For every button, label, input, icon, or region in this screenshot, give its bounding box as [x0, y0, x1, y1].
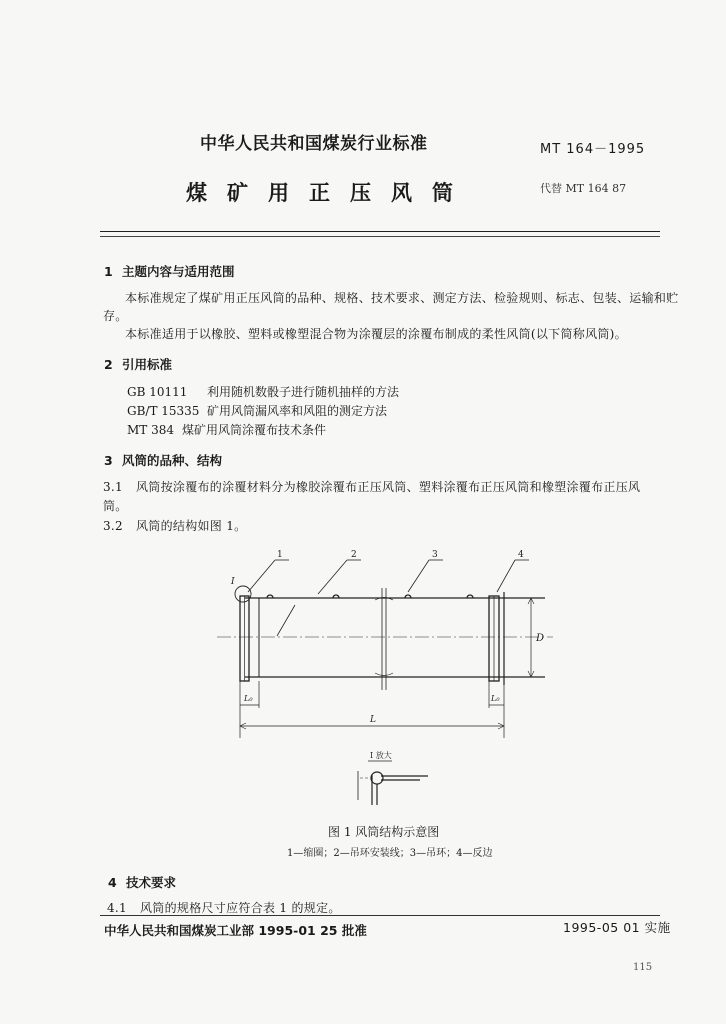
reference-item: [127, 421, 326, 438]
section-3-title: 风筒的品种、结构: [122, 453, 223, 468]
reference-title: 煤矿用风筒涂覆布技术条件: [182, 423, 327, 437]
detail-enlarged-drawing: [350, 745, 440, 810]
clause-4-1-text: 风筒的规格尺寸应符合表 1 的规定。: [140, 901, 341, 915]
clause-3-1-number: 3.1: [103, 480, 123, 494]
reference-title: 矿用风筒漏风率和风阻的测定方法: [207, 404, 388, 418]
section-1-number: 1: [104, 264, 113, 279]
reference-item: [127, 402, 387, 419]
callout-leader: [248, 560, 275, 592]
clause-3-1-line-1: [103, 478, 640, 495]
diameter-label: D: [536, 633, 545, 644]
section-3-number: 3: [104, 453, 113, 468]
section-3-heading: [104, 451, 222, 469]
s1-paragraph-2: 本标准适用于以橡胶、塑料或橡塑混合物为涂覆层的涂覆布制成的柔性风筒(以下简称风筒)。: [125, 327, 627, 341]
detail-title: I 放大: [370, 751, 392, 760]
detail-marker: I: [231, 577, 235, 587]
standard-type-heading: 中华人民共和国煤炭行业标准: [200, 134, 428, 154]
duct-structure-drawing: [215, 540, 560, 745]
hanging-line-leader: [277, 605, 295, 636]
clause-3-2: [103, 517, 246, 534]
section-1-heading: [104, 262, 235, 280]
clause-3-2-text: 风筒的结构如图 1。: [136, 519, 247, 533]
s1-paragraph-1-line-1: 本标准规定了煤矿用正压风筒的品种、规格、技术要求、测定方法、检验规则、标志、包装、运输和贮: [125, 291, 679, 305]
detail-circle: [235, 586, 251, 602]
detail-ring: [371, 772, 383, 784]
s1-paragraph-1-line-2: 存。: [103, 309, 128, 323]
callout-leader: [497, 560, 515, 592]
callout-1: 1: [277, 550, 283, 560]
issuer-line: 中华人民共和国煤炭工业部 1995-01 25 批准: [104, 923, 367, 938]
clause-3-2-number: 3.2: [103, 519, 123, 533]
section-4-number: 4: [108, 875, 117, 890]
section-4-heading: [108, 873, 176, 891]
clause-3-1-line-2: 筒。: [103, 499, 128, 513]
section-4-title: 技术要求: [126, 875, 177, 890]
left-fold-label: L₀: [244, 694, 253, 703]
effective-date: 1995-05 01 实施: [563, 920, 671, 935]
callout-3: 3: [432, 550, 438, 560]
reference-title: 利用随机数骰子进行随机抽样的方法: [207, 385, 400, 399]
reference-code: MT 384: [127, 423, 175, 437]
section-2-number: 2: [104, 357, 113, 372]
reference-item: [127, 383, 399, 400]
clause-4-1: [107, 899, 341, 916]
page-number: 115: [633, 962, 653, 973]
length-label: L: [370, 715, 376, 725]
figure-caption: 图 1 风筒结构示意图: [328, 825, 440, 839]
callout-leader: [408, 560, 429, 592]
clause-4-1-number: 4.1: [107, 901, 127, 915]
figure-note: 1—缩圈；2—吊环安装线；3—吊环；4—反边: [287, 848, 493, 859]
footer-rule: [100, 915, 660, 916]
replaces-note: 代替 MT 164 87: [540, 182, 627, 195]
reference-code: GB 10111: [127, 385, 188, 399]
document-title: 煤矿用正压风筒: [186, 181, 473, 205]
callout-4: 4: [518, 550, 524, 560]
section-1-title: 主题内容与适用范围: [122, 264, 235, 279]
clause-3-1-text: 风筒按涂覆布的涂覆材料分为橡胶涂覆布正压风筒、塑料涂覆布正压风筒和橡塑涂覆布正压风: [136, 480, 641, 494]
reference-code: GB/T 15335: [127, 404, 200, 418]
right-fold-label: L₀: [491, 694, 500, 703]
section-2-title: 引用标准: [122, 357, 173, 372]
section-2-heading: [104, 355, 172, 373]
header-rule-top: [100, 231, 660, 232]
callout-leader: [318, 560, 347, 594]
header-rule-bottom: [100, 236, 660, 237]
callout-2: 2: [351, 550, 357, 560]
standard-code: MT 164－1995: [540, 142, 646, 157]
